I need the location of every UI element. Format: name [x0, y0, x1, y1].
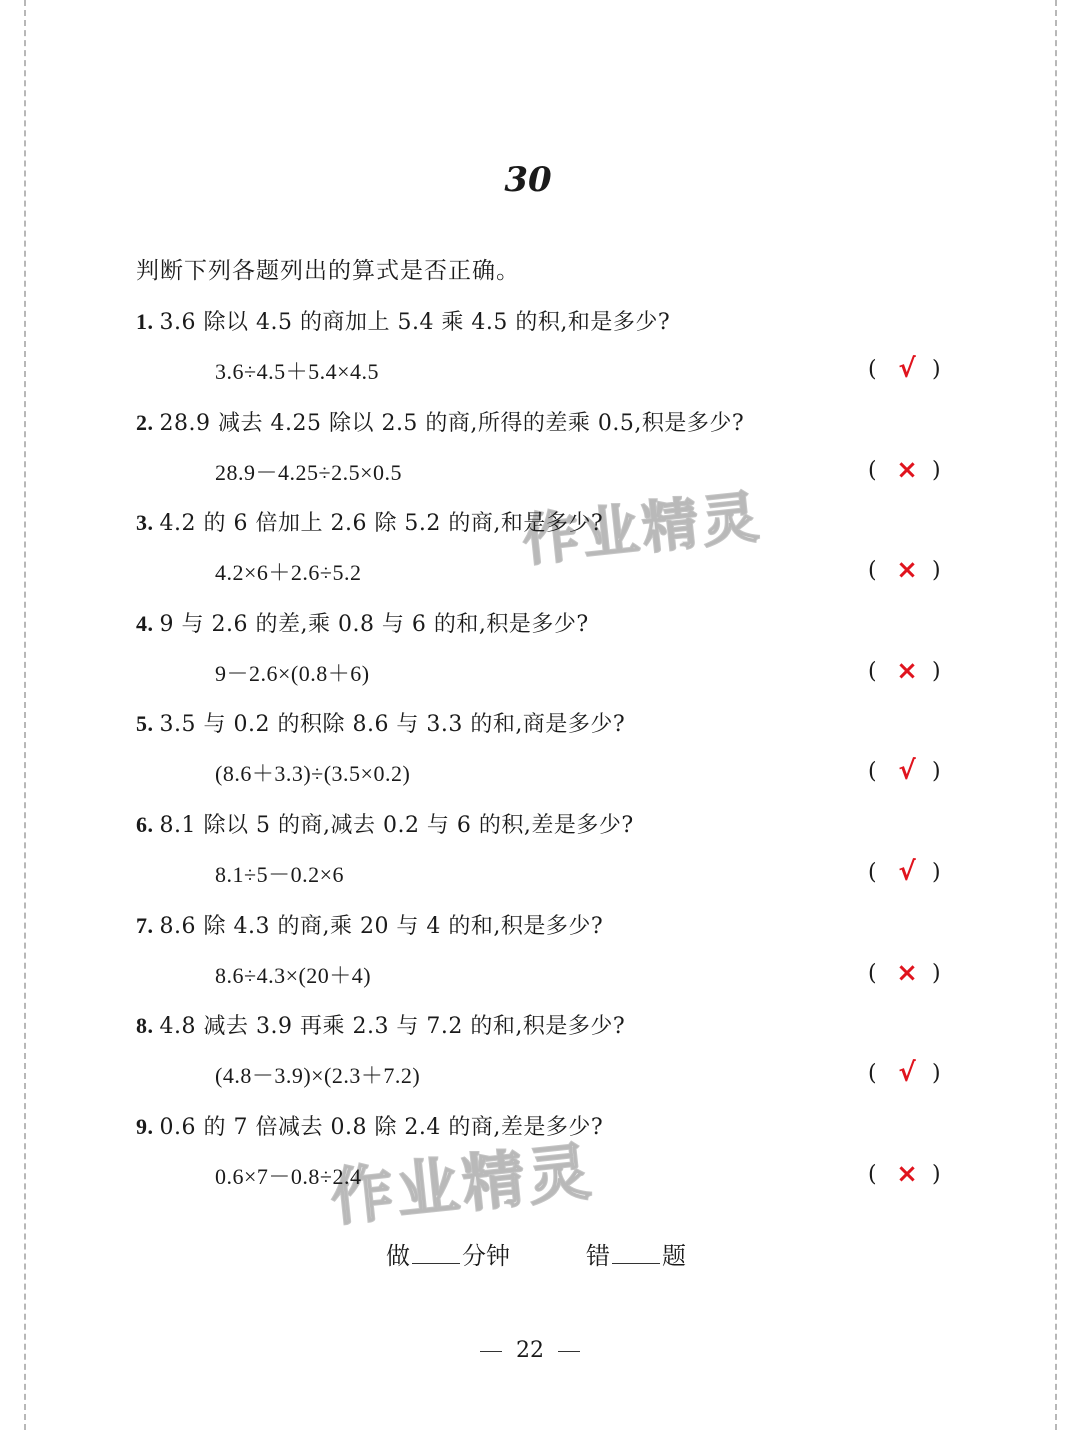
- paren-close: ): [932, 759, 941, 784]
- paren-close: ): [932, 1162, 941, 1187]
- paren-open: (: [868, 1061, 877, 1086]
- paren-close: ): [932, 659, 941, 684]
- answer-mark-box[interactable]: [866, 455, 946, 492]
- watermark: 作业精灵: [519, 484, 766, 575]
- instruction-text: 判断下列各题列出的算式是否正确。: [136, 258, 520, 284]
- question-body: 4.8 减去 3.9 再乘 2.3 与 7.2 的和,积是多少?: [159, 1014, 626, 1039]
- paren-open: (: [868, 357, 877, 382]
- question-body: 9 与 2.6 的差,乘 0.8 与 6 的和,积是多少?: [159, 612, 589, 637]
- answer-mark-box[interactable]: [866, 656, 946, 693]
- answer-mark-box[interactable]: [866, 756, 946, 793]
- paren-open: (: [868, 759, 877, 784]
- answer-mark-box[interactable]: [866, 1058, 946, 1095]
- left-dashed-border: [24, 0, 26, 1430]
- check-mark-icon: √: [898, 354, 916, 384]
- question-body: 3.6 除以 4.5 的商加上 5.4 乘 4.5 的积,和是多少?: [159, 310, 671, 335]
- wrong-count-blank[interactable]: [612, 1241, 660, 1264]
- paren-open: (: [868, 458, 877, 483]
- answer-mark-box[interactable]: [866, 354, 946, 391]
- question-body: 8.1 除以 5 的商,减去 0.2 与 6 的积,差是多少?: [159, 813, 634, 838]
- equation: 28.9－4.25÷2.5×0.5: [215, 460, 402, 485]
- equation: 8.6÷4.3×(20＋4): [215, 963, 372, 988]
- paren-open: (: [868, 860, 877, 885]
- answer-mark-box[interactable]: [866, 958, 946, 995]
- cross-mark-icon: ×: [896, 555, 918, 585]
- question-number: 5: [136, 711, 148, 736]
- minutes-blank[interactable]: [412, 1241, 460, 1264]
- answer-mark-box[interactable]: [866, 1159, 946, 1196]
- question-number: 9: [136, 1114, 148, 1139]
- page-title: 30: [504, 160, 552, 200]
- minutes-label: 分钟: [462, 1242, 510, 1270]
- question-text: 1. 3.6 除以 4.5 的商加上 5.4 乘 4.5 的积,和是多少?: [136, 309, 671, 335]
- equation: 8.1÷5－0.2×6: [215, 862, 344, 887]
- check-mark-icon: √: [898, 756, 916, 786]
- question-text: 4. 9 与 2.6 的差,乘 0.8 与 6 的和,积是多少?: [136, 611, 589, 637]
- footer-time-record: [386, 1236, 686, 1271]
- paren-open: (: [868, 961, 877, 986]
- question-number: 4: [136, 611, 148, 636]
- question-text: 3. 4.2 的 6 倍加上 2.6 除 5.2 的商,和是多少?: [136, 510, 604, 536]
- cross-mark-icon: ×: [896, 656, 918, 686]
- equation: 9－2.6×(0.8＋6): [215, 661, 370, 686]
- do-label: 做: [386, 1242, 410, 1270]
- paren-open: (: [868, 1162, 877, 1187]
- question-body: 3.5 与 0.2 的积除 8.6 与 3.3 的和,商是多少?: [159, 712, 626, 737]
- question-number: 1: [136, 309, 148, 334]
- question-text: 7. 8.6 除 4.3 的商,乘 20 与 4 的和,积是多少?: [136, 913, 604, 939]
- question-number: 7: [136, 913, 148, 938]
- question-body: 28.9 减去 4.25 除以 2.5 的商,所得的差乘 0.5,积是多少?: [159, 411, 745, 436]
- watermark: 作业精灵: [327, 1134, 598, 1235]
- question-body: 0.6 的 7 倍减去 0.8 除 2.4 的商,差是多少?: [159, 1115, 604, 1140]
- question-body: 4.2 的 6 倍加上 2.6 除 5.2 的商,和是多少?: [159, 511, 604, 536]
- cross-mark-icon: ×: [896, 455, 918, 485]
- paren-close: ): [932, 1061, 941, 1086]
- right-dashed-border: [1055, 0, 1057, 1430]
- question-number: 3: [136, 510, 148, 535]
- page-number: 22: [516, 1338, 544, 1363]
- question-text: 2. 28.9 减去 4.25 除以 2.5 的商,所得的差乘 0.5,积是多少?: [136, 410, 745, 436]
- paren-close: ): [932, 357, 941, 382]
- equation: 3.6÷4.5＋5.4×4.5: [215, 359, 379, 384]
- paren-open: (: [868, 659, 877, 684]
- answer-mark-box[interactable]: [866, 555, 946, 592]
- wrong-label: 错: [586, 1242, 610, 1270]
- dash-right: [558, 1351, 580, 1352]
- paren-close: ): [932, 961, 941, 986]
- cross-mark-icon: ×: [896, 1159, 918, 1189]
- question-body: 8.6 除 4.3 的商,乘 20 与 4 的和,积是多少?: [159, 914, 604, 939]
- check-mark-icon: √: [898, 1058, 916, 1088]
- question-number: 6: [136, 812, 148, 837]
- equation: (4.8－3.9)×(2.3＋7.2): [215, 1063, 421, 1088]
- answer-mark-box[interactable]: [866, 857, 946, 894]
- question-number: 2: [136, 410, 148, 435]
- paren-close: ): [932, 558, 941, 583]
- paren-close: ): [932, 860, 941, 885]
- question-text: 9. 0.6 的 7 倍减去 0.8 除 2.4 的商,差是多少?: [136, 1114, 604, 1140]
- paren-open: (: [868, 558, 877, 583]
- equation: (8.6＋3.3)÷(3.5×0.2): [215, 761, 411, 786]
- check-mark-icon: √: [898, 857, 916, 887]
- equation: 0.6×7－0.8÷2.4: [215, 1164, 362, 1189]
- paren-close: ): [932, 458, 941, 483]
- questions-label: 题: [662, 1242, 686, 1270]
- page-number-footer: [0, 1338, 1060, 1363]
- question-text: 5. 3.5 与 0.2 的积除 8.6 与 3.3 的和,商是多少?: [136, 711, 626, 737]
- question-text: 6. 8.1 除以 5 的商,减去 0.2 与 6 的积,差是多少?: [136, 812, 634, 838]
- question-text: 8. 4.8 减去 3.9 再乘 2.3 与 7.2 的和,积是多少?: [136, 1013, 626, 1039]
- cross-mark-icon: ×: [896, 958, 918, 988]
- equation: 4.2×6＋2.6÷5.2: [215, 560, 362, 585]
- question-number: 8: [136, 1013, 148, 1038]
- dash-left: [480, 1351, 502, 1352]
